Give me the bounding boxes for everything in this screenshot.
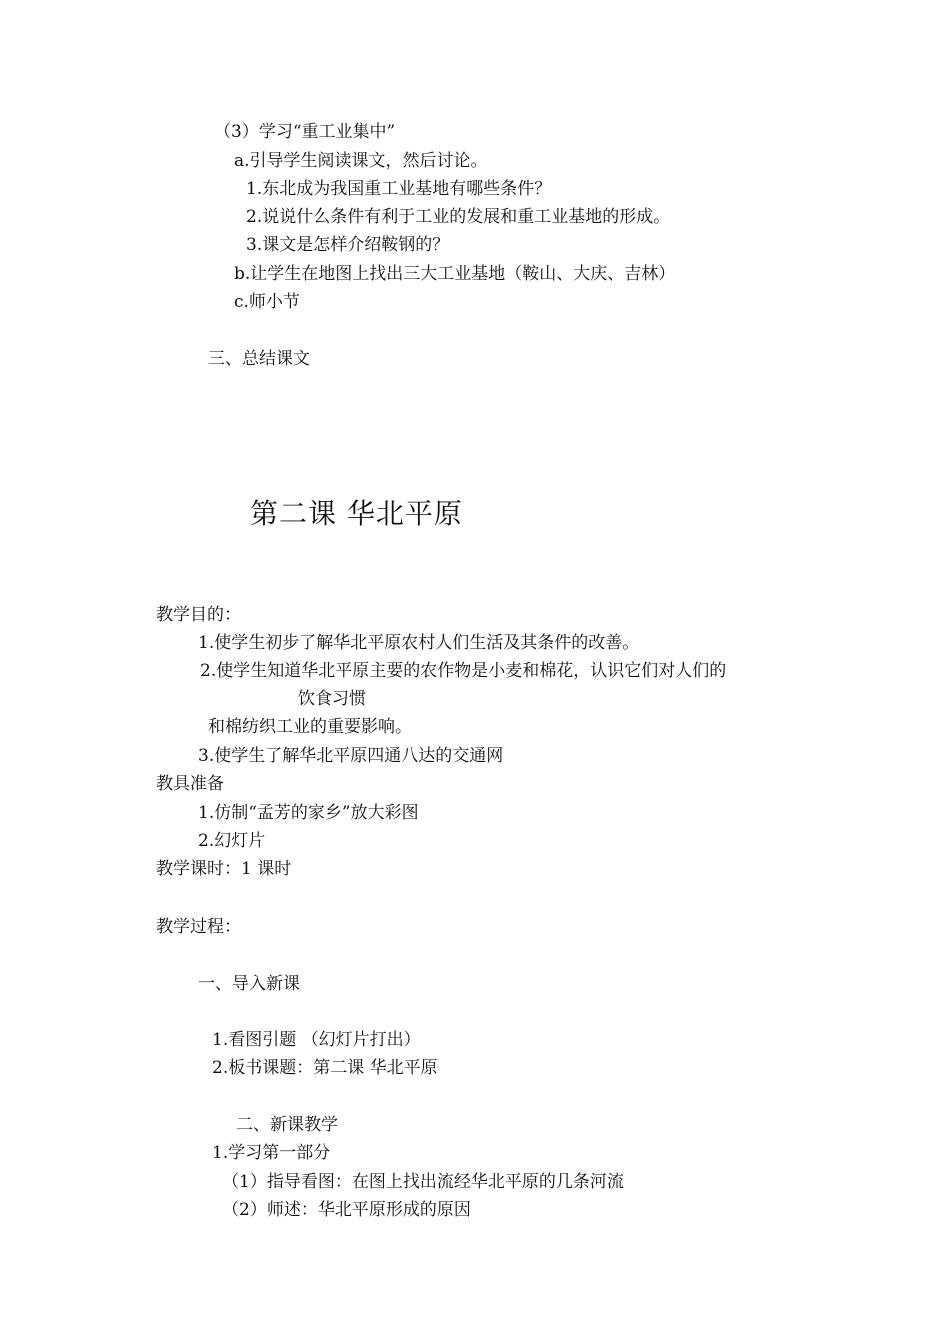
materials-heading: 教具准备 bbox=[156, 774, 224, 794]
question-2: 2.说说什么条件有利于工业的发展和重工业基地的形成。 bbox=[246, 207, 671, 227]
question-3: 3.课文是怎样介绍鞍钢的？ bbox=[246, 235, 450, 255]
step-2-heading: 二、新课教学 bbox=[236, 1115, 338, 1135]
step-1-item-2: 2.板书课题：第二课 华北平原 bbox=[212, 1058, 438, 1078]
question-1: 1.东北成为我国重工业基地有哪些条件？ bbox=[246, 179, 552, 199]
step-1-item-1: 1.看图引题 （幻灯片打出） bbox=[212, 1030, 421, 1050]
item3-heading: （3）学习“重工业集中” bbox=[214, 122, 396, 142]
step-c: c.师小节 bbox=[234, 292, 300, 312]
objective-2-line-3: 和棉纺织工业的重要影响。 bbox=[208, 717, 412, 737]
step-2-part-1-item-1: （1）指导看图：在图上找出流经华北平原的几条河流 bbox=[222, 1172, 624, 1192]
teaching-hours: 教学课时：1 课时 bbox=[156, 859, 292, 879]
step-a: a.引导学生阅读课文，然后讨论。 bbox=[234, 151, 488, 171]
objective-3: 3.使学生了解华北平原四通八达的交通网 bbox=[198, 746, 504, 766]
objectives-heading: 教学目的： bbox=[156, 605, 241, 625]
objective-1: 1.使学生初步了解华北平原农村人们生活及其条件的改善。 bbox=[198, 633, 640, 653]
summary-heading: 三、总结课文 bbox=[208, 349, 310, 369]
objective-2-line-2: 饮食习惯 bbox=[298, 689, 366, 709]
material-2: 2.幻灯片 bbox=[198, 831, 266, 851]
step-b: b.让学生在地图上找出三大工业基地（鞍山、大庆、吉林） bbox=[234, 264, 676, 284]
objective-2-line-1: 2.使学生知道华北平原主要的农作物是小麦和棉花，认识它们对人们的 bbox=[200, 661, 727, 681]
step-1-heading: 一、导入新课 bbox=[198, 974, 300, 994]
step-2-part-1-item-2: （2）师述：华北平原形成的原因 bbox=[222, 1200, 471, 1220]
process-heading: 教学过程： bbox=[156, 917, 241, 937]
material-1: 1.仿制“孟芳的家乡”放大彩图 bbox=[198, 803, 419, 823]
step-2-part-1: 1.学习第一部分 bbox=[212, 1143, 331, 1163]
lesson-title: 第二课 华北平原 bbox=[250, 497, 463, 530]
